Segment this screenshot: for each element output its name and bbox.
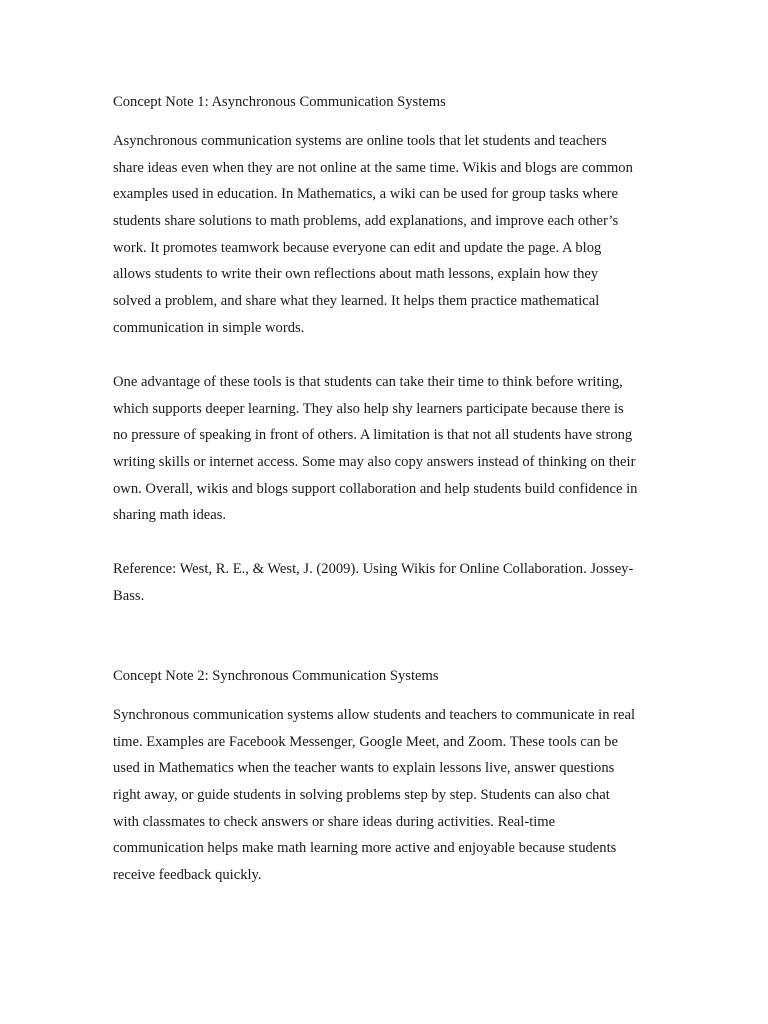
- text-line: work. It promotes teamwork because everyone can edit and update the page. A blog: [113, 239, 602, 256]
- text-line: examples used in education. In Mathematics, a wiki can be used for group tasks where: [113, 186, 618, 203]
- text-line: own. Overall, wikis and blogs support collaboration and help students build confidence in: [113, 480, 638, 497]
- concept-note-1-reference: [113, 556, 658, 609]
- concept-note-1-paragraph-1: [113, 128, 658, 342]
- concept-note-2-paragraph-1: [113, 702, 658, 889]
- text-line: allows students to write their own reflections about math lessons, explain how they: [113, 266, 599, 283]
- concept-note-1-title: Concept Note 1: Asynchronous Communication Systems: [113, 94, 446, 110]
- text-line: writing skills or internet access. Some may also copy answers instead of thinking on their: [113, 454, 636, 471]
- text-line: with classmates to check answers or share ideas during activities. Real-time: [113, 813, 556, 830]
- text-line: communication helps make math learning more active and enjoyable because students: [113, 840, 617, 857]
- concept-note-2-title: Concept Note 2: Synchronous Communication Systems: [113, 668, 439, 684]
- text-line: One advantage of these tools is that students can take their time to think before writing,: [113, 374, 623, 390]
- text-line: communication in simple words.: [113, 319, 305, 336]
- text-line: Synchronous communication systems allow students and teachers to communicate in real: [113, 707, 636, 723]
- text-line: no pressure of speaking in front of others. A limitation is that not all students have strong: [113, 427, 633, 444]
- text-line: right away, or guide students in solving problems step by step. Students can also chat: [113, 787, 610, 804]
- text-line: share ideas even when they are not online at the same time. Wikis and blogs are common: [113, 159, 633, 176]
- text-line: students share solutions to math problems, add explanations, and improve each other’s: [113, 213, 619, 230]
- text-line: Reference: West, R. E., & West, J. (2009). Using Wikis for Online Collaboration. Jossey-: [113, 561, 634, 577]
- text-line: Bass.: [113, 587, 145, 604]
- text-line: which supports deeper learning. They also help shy learners participate because there is: [113, 400, 624, 417]
- text-line: receive feedback quickly.: [113, 867, 262, 884]
- text-line: Asynchronous communication systems are online tools that let students and teachers: [113, 133, 607, 149]
- text-line: solved a problem, and share what they learned. It helps them practice mathematical: [113, 293, 600, 310]
- concept-note-1-paragraph-2: [113, 369, 658, 529]
- text-line: time. Examples are Facebook Messenger, Google Meet, and Zoom. These tools can be: [113, 733, 618, 750]
- text-line: sharing math ideas.: [113, 507, 227, 524]
- text-line: used in Mathematics when the teacher wants to explain lessons live, answer questions: [113, 760, 615, 777]
